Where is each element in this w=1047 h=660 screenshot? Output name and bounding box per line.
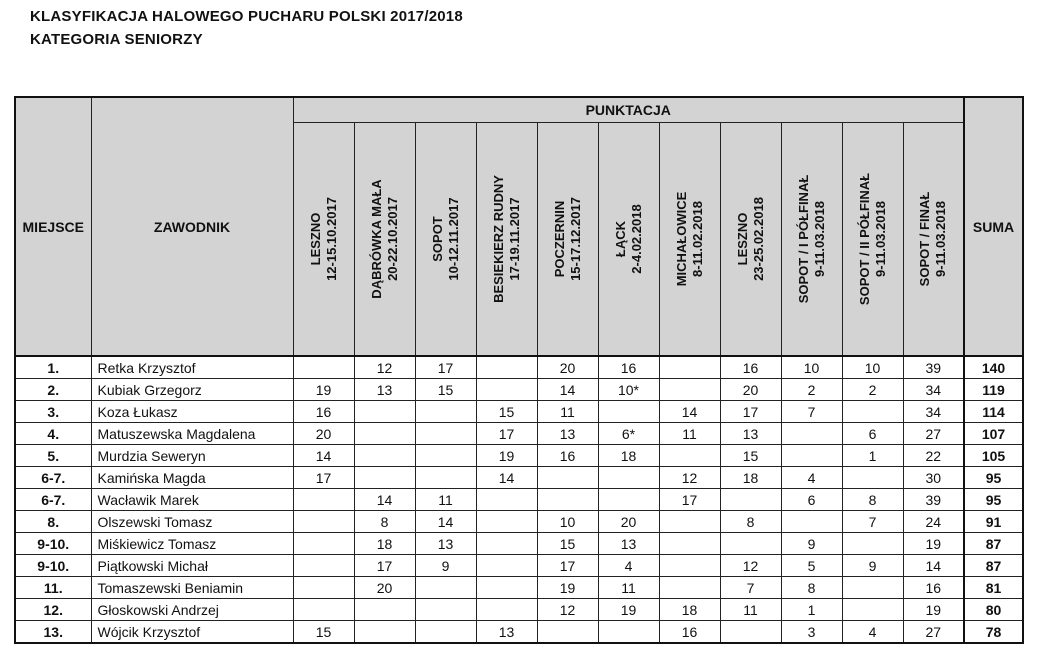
header-sum: SUMA <box>964 97 1023 356</box>
score-cell: 12 <box>720 555 781 577</box>
score-cell <box>415 599 476 621</box>
place-cell: 8. <box>15 511 91 533</box>
score-cell <box>720 489 781 511</box>
event-date: 9-11.03.2018 <box>811 201 827 277</box>
score-cell <box>781 445 842 467</box>
place-cell: 3. <box>15 401 91 423</box>
table-row <box>15 489 1023 511</box>
score-cell <box>842 401 903 423</box>
event-name: MICHAŁOWICE <box>673 191 689 287</box>
score-cell: 7 <box>842 511 903 533</box>
score-cell: 14 <box>659 401 720 423</box>
score-cell: 39 <box>903 489 964 511</box>
score-cell: 16 <box>598 356 659 379</box>
score-cell: 19 <box>903 599 964 621</box>
competitor-name-cell: Kamińska Magda <box>91 467 293 489</box>
score-cell: 17 <box>537 555 598 577</box>
score-cell: 10 <box>781 356 842 379</box>
score-cell: 8 <box>781 577 842 599</box>
place-cell: 6-7. <box>15 489 91 511</box>
competitor-name-cell: Matuszewska Magdalena <box>91 423 293 445</box>
event-header <box>720 123 781 357</box>
event-header <box>781 123 842 357</box>
event-name: ŁĄCK <box>612 220 628 258</box>
score-cell: 34 <box>903 379 964 401</box>
event-name: DĄBRÓWKA MAŁA <box>368 179 384 299</box>
competitor-name-cell: Koza Łukasz <box>91 401 293 423</box>
score-cell: 13 <box>598 533 659 555</box>
score-cell: 15 <box>415 379 476 401</box>
event-name: SOPOT <box>429 216 445 262</box>
sum-cell: 87 <box>964 555 1023 577</box>
score-cell: 14 <box>293 445 354 467</box>
competitor-name-cell: Retka Krzysztof <box>91 356 293 379</box>
score-cell: 16 <box>720 356 781 379</box>
score-cell: 9 <box>415 555 476 577</box>
competitor-name-cell: Wacławik Marek <box>91 489 293 511</box>
table-row <box>15 533 1023 555</box>
score-cell: 12 <box>537 599 598 621</box>
score-cell: 24 <box>903 511 964 533</box>
sum-cell: 78 <box>964 621 1023 644</box>
sum-cell: 91 <box>964 511 1023 533</box>
score-cell <box>659 555 720 577</box>
score-cell <box>354 401 415 423</box>
score-cell: 34 <box>903 401 964 423</box>
table-row <box>15 599 1023 621</box>
score-cell: 11 <box>415 489 476 511</box>
score-cell: 19 <box>537 577 598 599</box>
score-cell <box>415 577 476 599</box>
event-header <box>354 123 415 357</box>
score-cell: 14 <box>903 555 964 577</box>
score-cell: 20 <box>354 577 415 599</box>
score-cell: 8 <box>842 489 903 511</box>
score-cell <box>293 599 354 621</box>
score-cell <box>354 599 415 621</box>
score-cell: 5 <box>781 555 842 577</box>
event-name: SOPOT / I PÓŁFINAŁ <box>795 174 811 304</box>
sum-cell: 114 <box>964 401 1023 423</box>
score-cell <box>598 401 659 423</box>
sum-cell: 81 <box>964 577 1023 599</box>
place-cell: 5. <box>15 445 91 467</box>
score-cell <box>476 555 537 577</box>
event-header <box>659 123 720 357</box>
event-date: 17-19.11.2017 <box>506 197 522 281</box>
sum-cell: 105 <box>964 445 1023 467</box>
score-cell <box>842 577 903 599</box>
event-date: 10-12.11.2017 <box>445 197 461 281</box>
score-cell <box>720 533 781 555</box>
score-cell: 9 <box>842 555 903 577</box>
table-row <box>15 356 1023 379</box>
competitor-name-cell: Głoskowski Andrzej <box>91 599 293 621</box>
event-name: BESIEKIERZ RUDNY <box>490 175 506 303</box>
score-cell: 20 <box>537 356 598 379</box>
score-cell <box>415 445 476 467</box>
score-cell <box>476 356 537 379</box>
score-cell: 17 <box>415 356 476 379</box>
score-cell: 20 <box>720 379 781 401</box>
competitor-name-cell: Tomaszewski Beniamin <box>91 577 293 599</box>
place-cell: 12. <box>15 599 91 621</box>
score-cell <box>476 599 537 621</box>
sum-cell: 95 <box>964 467 1023 489</box>
score-cell <box>293 577 354 599</box>
score-cell <box>415 401 476 423</box>
score-cell <box>659 356 720 379</box>
score-cell <box>598 621 659 644</box>
score-cell <box>598 467 659 489</box>
score-cell: 16 <box>537 445 598 467</box>
score-cell <box>293 511 354 533</box>
header-name: ZAWODNIK <box>91 97 293 356</box>
table-row <box>15 511 1023 533</box>
place-cell: 6-7. <box>15 467 91 489</box>
score-cell <box>476 511 537 533</box>
place-cell: 11. <box>15 577 91 599</box>
score-cell: 18 <box>720 467 781 489</box>
score-cell: 13 <box>537 423 598 445</box>
table-row <box>15 555 1023 577</box>
score-cell: 18 <box>659 599 720 621</box>
score-cell: 2 <box>781 379 842 401</box>
score-cell: 15 <box>476 401 537 423</box>
competitor-name-cell: Murdzia Seweryn <box>91 445 293 467</box>
score-cell: 6 <box>781 489 842 511</box>
sum-cell: 107 <box>964 423 1023 445</box>
table-row <box>15 445 1023 467</box>
header-scoring: PUNKTACJA <box>293 97 964 123</box>
page-subtitle: KATEGORIA SENIORZY <box>30 31 203 48</box>
score-cell <box>354 467 415 489</box>
score-cell: 18 <box>354 533 415 555</box>
score-cell: 14 <box>537 379 598 401</box>
event-date: 9-11.03.2018 <box>872 201 888 277</box>
event-name: LESZNO <box>307 212 323 266</box>
competitor-name-cell: Piątkowski Michał <box>91 555 293 577</box>
score-cell <box>659 533 720 555</box>
score-cell: 22 <box>903 445 964 467</box>
event-name: SOPOT / FINAŁ <box>917 191 933 287</box>
score-cell: 15 <box>293 621 354 644</box>
score-cell: 17 <box>659 489 720 511</box>
score-cell: 20 <box>598 511 659 533</box>
event-header <box>415 123 476 357</box>
score-cell: 15 <box>720 445 781 467</box>
score-cell: 17 <box>476 423 537 445</box>
score-cell <box>720 621 781 644</box>
score-cell: 11 <box>537 401 598 423</box>
score-cell <box>537 489 598 511</box>
ranking-table <box>14 96 1024 644</box>
table-row <box>15 379 1023 401</box>
score-cell <box>293 489 354 511</box>
score-cell: 11 <box>720 599 781 621</box>
score-cell <box>659 445 720 467</box>
score-cell <box>842 599 903 621</box>
place-cell: 1. <box>15 356 91 379</box>
score-cell: 16 <box>293 401 354 423</box>
score-cell <box>781 511 842 533</box>
score-cell: 8 <box>720 511 781 533</box>
event-header <box>598 123 659 357</box>
table-row <box>15 621 1023 644</box>
table-row <box>15 467 1023 489</box>
event-date: 12-15.10.2017 <box>323 197 339 281</box>
score-cell: 13 <box>720 423 781 445</box>
score-cell: 19 <box>476 445 537 467</box>
score-cell <box>415 467 476 489</box>
event-header <box>842 123 903 357</box>
score-cell: 17 <box>354 555 415 577</box>
score-cell: 11 <box>598 577 659 599</box>
score-cell <box>537 621 598 644</box>
score-cell: 1 <box>842 445 903 467</box>
score-cell: 14 <box>415 511 476 533</box>
score-cell: 19 <box>598 599 659 621</box>
score-cell: 17 <box>293 467 354 489</box>
score-cell: 13 <box>354 379 415 401</box>
event-name: POCZERNIN <box>551 200 567 278</box>
sum-cell: 95 <box>964 489 1023 511</box>
place-cell: 13. <box>15 621 91 644</box>
competitor-name-cell: Kubiak Grzegorz <box>91 379 293 401</box>
score-cell: 12 <box>659 467 720 489</box>
table-row <box>15 423 1023 445</box>
score-cell <box>476 577 537 599</box>
score-cell: 18 <box>598 445 659 467</box>
score-cell <box>293 533 354 555</box>
place-cell: 9-10. <box>15 533 91 555</box>
sum-cell: 87 <box>964 533 1023 555</box>
score-cell <box>537 467 598 489</box>
score-cell <box>781 423 842 445</box>
score-cell: 27 <box>903 621 964 644</box>
score-cell <box>842 467 903 489</box>
score-cell: 2 <box>842 379 903 401</box>
score-cell <box>293 356 354 379</box>
sum-cell: 140 <box>964 356 1023 379</box>
score-cell <box>354 621 415 644</box>
score-cell <box>354 423 415 445</box>
score-cell <box>842 533 903 555</box>
score-cell: 39 <box>903 356 964 379</box>
score-cell <box>476 489 537 511</box>
event-header <box>476 123 537 357</box>
event-date: 9-11.03.2018 <box>933 201 949 277</box>
event-header <box>537 123 598 357</box>
score-cell: 10 <box>842 356 903 379</box>
score-cell: 19 <box>903 533 964 555</box>
score-cell <box>293 555 354 577</box>
score-cell: 9 <box>781 533 842 555</box>
score-cell: 11 <box>659 423 720 445</box>
page-title: KLASYFIKACJA HALOWEGO PUCHARU POLSKI 2017/2018 <box>30 8 463 25</box>
place-cell: 2. <box>15 379 91 401</box>
score-cell <box>476 533 537 555</box>
event-header <box>903 123 964 357</box>
score-cell: 12 <box>354 356 415 379</box>
score-cell <box>659 577 720 599</box>
event-header <box>293 123 354 357</box>
event-date: 8-11.02.2018 <box>689 201 705 277</box>
score-cell: 13 <box>476 621 537 644</box>
score-cell: 4 <box>781 467 842 489</box>
score-cell: 4 <box>842 621 903 644</box>
score-cell: 13 <box>415 533 476 555</box>
score-cell: 7 <box>781 401 842 423</box>
score-cell: 4 <box>598 555 659 577</box>
score-cell: 14 <box>354 489 415 511</box>
event-date: 2-4.02.2018 <box>628 204 644 274</box>
score-cell <box>659 511 720 533</box>
score-cell: 20 <box>293 423 354 445</box>
event-name: SOPOT / II PÓŁFINAŁ <box>856 172 872 306</box>
score-cell: 17 <box>720 401 781 423</box>
place-cell: 9-10. <box>15 555 91 577</box>
event-date: 20-22.10.2017 <box>384 197 400 281</box>
event-name: LESZNO <box>734 212 750 266</box>
competitor-name-cell: Wójcik Krzysztof <box>91 621 293 644</box>
event-date: 23-25.02.2018 <box>750 197 766 281</box>
score-cell: 8 <box>354 511 415 533</box>
score-cell: 7 <box>720 577 781 599</box>
score-cell <box>659 379 720 401</box>
event-date: 15-17.12.2017 <box>567 197 583 281</box>
score-cell <box>598 489 659 511</box>
score-cell: 14 <box>476 467 537 489</box>
score-cell: 3 <box>781 621 842 644</box>
sum-cell: 119 <box>964 379 1023 401</box>
score-cell <box>415 621 476 644</box>
score-cell: 19 <box>293 379 354 401</box>
score-cell: 27 <box>903 423 964 445</box>
table-row <box>15 401 1023 423</box>
score-cell: 1 <box>781 599 842 621</box>
score-cell: 6 <box>842 423 903 445</box>
place-cell: 4. <box>15 423 91 445</box>
score-cell: 10* <box>598 379 659 401</box>
competitor-name-cell: Miśkiewicz Tomasz <box>91 533 293 555</box>
table-row <box>15 577 1023 599</box>
score-cell: 15 <box>537 533 598 555</box>
score-cell: 16 <box>659 621 720 644</box>
header-place: MIEJSCE <box>15 97 91 356</box>
score-cell <box>354 445 415 467</box>
score-cell: 10 <box>537 511 598 533</box>
competitor-name-cell: Olszewski Tomasz <box>91 511 293 533</box>
score-cell: 6* <box>598 423 659 445</box>
score-cell <box>415 423 476 445</box>
score-cell: 16 <box>903 577 964 599</box>
score-cell: 30 <box>903 467 964 489</box>
sum-cell: 80 <box>964 599 1023 621</box>
score-cell <box>476 379 537 401</box>
